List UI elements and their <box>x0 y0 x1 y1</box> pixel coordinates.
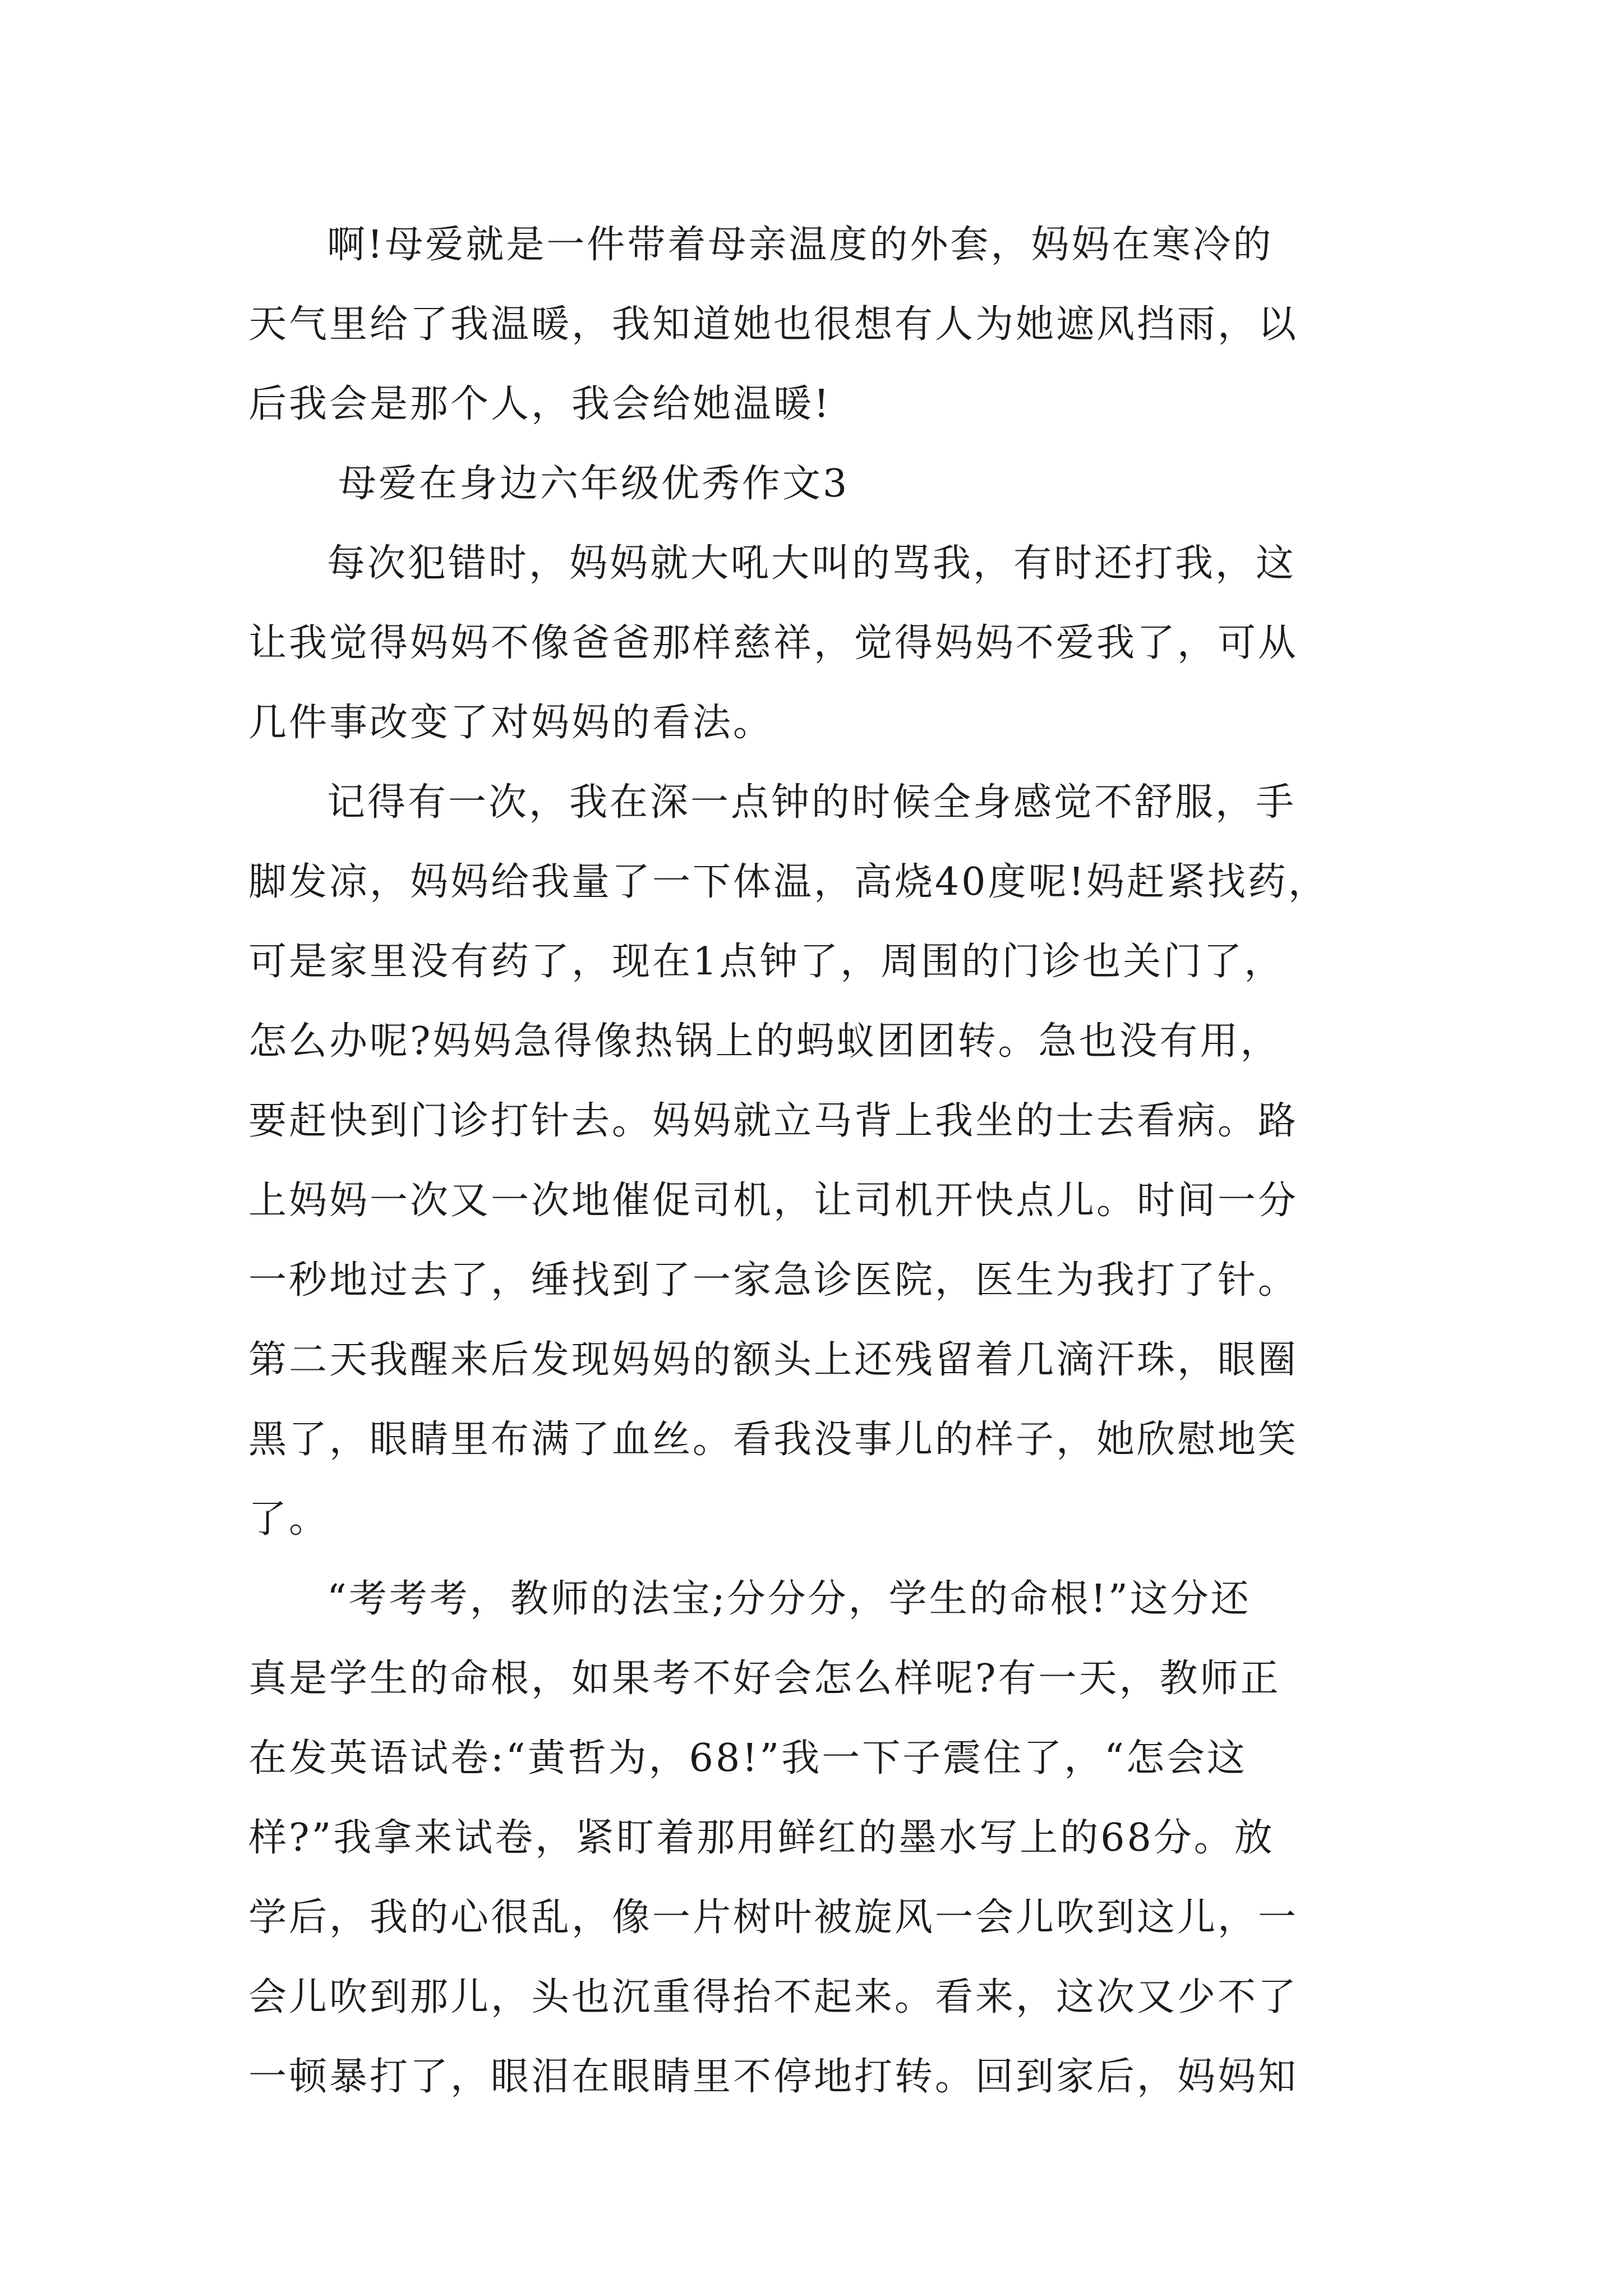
essay-title: 母爱在身边六年级优秀作文3 <box>338 462 850 506</box>
text-line: 后我会是那个人，我会给她温暖! <box>248 382 832 426</box>
text-line: 可是家里没有药了，现在1点钟了，周围的门诊也关门了， <box>248 940 1285 984</box>
text-line: 第二天我醒来后发现妈妈的额头上还残留着几滴汗珠，眼圈 <box>248 1338 1299 1382</box>
text-line: 怎么办呢?妈妈急得像热锅上的蚂蚁团团转。急也没有用， <box>248 1019 1281 1064</box>
text-line: 样?”我拿来试卷，紧盯着那用鲜红的墨水写上的68分。放 <box>248 1816 1275 1860</box>
text-line: 几件事改变了对妈妈的看法。 <box>248 701 774 745</box>
text-line: 会儿吹到那儿，头也沉重得抬不起来。看来，这次又少不了 <box>248 1975 1299 2019</box>
text-line: 黑了，眼睛里布满了血丝。看我没事儿的样子，她欣慰地笑 <box>248 1418 1299 1462</box>
text-line: 记得有一次，我在深一点钟的时候全身感觉不舒服，手 <box>327 780 1297 825</box>
text-line: 一顿暴打了，眼泪在眼睛里不停地打转。回到家后，妈妈知 <box>248 2055 1299 2099</box>
text-line: 在发英语试卷:“黄哲为，68!”我一下子震住了，“怎会这 <box>248 1736 1248 1780</box>
text-line: 每次犯错时，妈妈就大吼大叫的骂我，有时还打我，这 <box>327 541 1297 586</box>
text-line: 要赶快到门诊打针去。妈妈就立马背上我坐的士去看病。路 <box>248 1099 1299 1143</box>
text-line: 一秒地过去了，缍找到了一家急诊医院，医生为我打了针。 <box>248 1258 1299 1303</box>
text-line: 学后，我的心很乱，像一片树叶被旋风一会儿吹到这儿，一 <box>248 1895 1299 1940</box>
essay-body <box>248 205 1376 2117</box>
text-line: 啊!母爱就是一件带着母亲温度的外套，妈妈在寒冷的 <box>327 223 1274 267</box>
text-line: 上妈妈一次又一次地催促司机，让司机开快点儿。时间一分 <box>248 1179 1299 1223</box>
text-line: 了。 <box>248 1497 330 1542</box>
text-line: 脚发凉，妈妈给我量了一下体温，高烧40度呢!妈赶紧找药， <box>248 860 1329 904</box>
text-line: 真是学生的命根，如果考不好会怎么样呢?有一天，教师正 <box>248 1657 1281 1701</box>
text-line: “考考考，教师的法宝;分分分，学生的命根!”这分还 <box>327 1577 1251 1621</box>
text-line: 天气里给了我温暖，我知道她也很想有人为她遮风挡雨，以 <box>248 302 1299 347</box>
text-line: 让我觉得妈妈不像爸爸那样慈祥，觉得妈妈不爱我了，可从 <box>248 621 1299 665</box>
